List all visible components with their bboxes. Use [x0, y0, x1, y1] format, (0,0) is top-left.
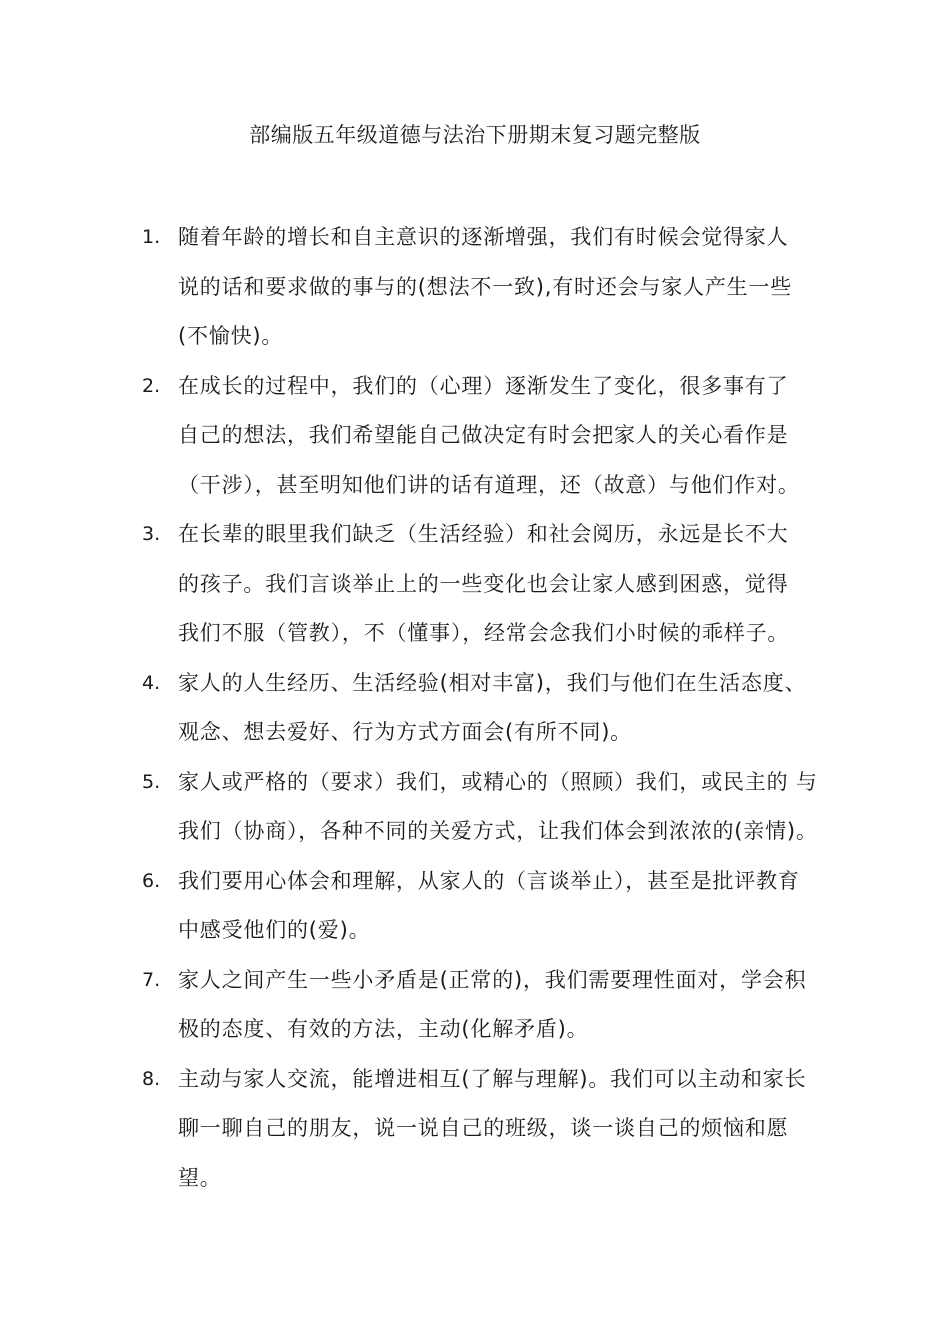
question-line: 中感受他们的(爱)。	[178, 918, 371, 942]
question-number: 1.	[142, 226, 161, 248]
question-line: 主动与家人交流，能增进相互(了解与理解)。我们可以主动和家长	[178, 1066, 807, 1091]
question-line: 家人或严格的（要求）我们，或精心的（照顾）我们，或民主的 与	[178, 769, 818, 794]
document-title: 部编版五年级道德与法治下册期末复习题完整版	[249, 123, 701, 147]
question-line: 我们要用心体会和理解，从家人的（言谈举止），甚至是批评教育	[178, 868, 800, 893]
question-list	[0, 213, 950, 1203]
question-line: 的孩子。我们言谈举止上的一些变化也会让家人感到困惑，觉得	[178, 571, 789, 596]
question-line: 在成长的过程中，我们的（心理）逐渐发生了变化，很多事有了	[178, 373, 789, 398]
question-item-2	[0, 362, 808, 511]
question-line: 说的话和要求做的事与的(想法不一致),有时还会与家人产生一些	[178, 274, 793, 299]
question-number: 5.	[142, 770, 161, 793]
question-item-3	[0, 510, 808, 659]
question-line: 极的态度、有效的方法，主动(化解矛盾)。	[178, 1017, 589, 1041]
question-item-4	[0, 659, 808, 758]
question-line: 随着年龄的增长和自主意识的逐渐增强，我们有时候会觉得家人	[178, 225, 789, 249]
question-line: 在长辈的眼里我们缺乏（生活经验）和社会阅历，永远是长不大	[178, 522, 789, 546]
question-number: 7.	[142, 968, 161, 991]
question-number: 3.	[142, 523, 161, 545]
question-line: 望。	[178, 1165, 222, 1190]
question-line: (不愉快)。	[178, 324, 284, 348]
question-line: 我们（协商），各种不同的关爱方式，让我们体会到浓浓的(亲情)。	[178, 819, 818, 843]
question-line: 家人之间产生一些小矛盾是(正常的)，我们需要理性面对，学会积	[178, 967, 807, 992]
question-item-5	[0, 758, 818, 857]
question-line: 聊一聊自己的朋友，说一说自己的班级，谈一谈自己的烦恼和愿	[178, 1116, 789, 1140]
question-item-6	[0, 857, 808, 956]
question-line: 我们不服（管教），不（懂事），经常会念我们小时候的乖样子。	[178, 621, 790, 645]
question-item-8	[0, 1055, 808, 1204]
question-line: 家人的人生经历、生活经验(相对丰富)，我们与他们在生活态度、	[178, 670, 807, 695]
question-number: 4.	[142, 671, 161, 694]
question-number: 8.	[142, 1067, 161, 1090]
question-item-7	[0, 956, 808, 1055]
question-line: 观念、想去爱好、行为方式方面会(有所不同)。	[178, 720, 632, 744]
question-item-1	[0, 213, 808, 362]
question-line: （干涉），甚至明知他们讲的话有道理，还（故意）与他们作对。	[178, 472, 800, 497]
question-number: 6.	[142, 869, 161, 892]
question-line: 自己的想法，我们希望能自己做决定有时会把家人的关心看作是	[178, 423, 789, 447]
question-number: 2.	[142, 374, 161, 397]
